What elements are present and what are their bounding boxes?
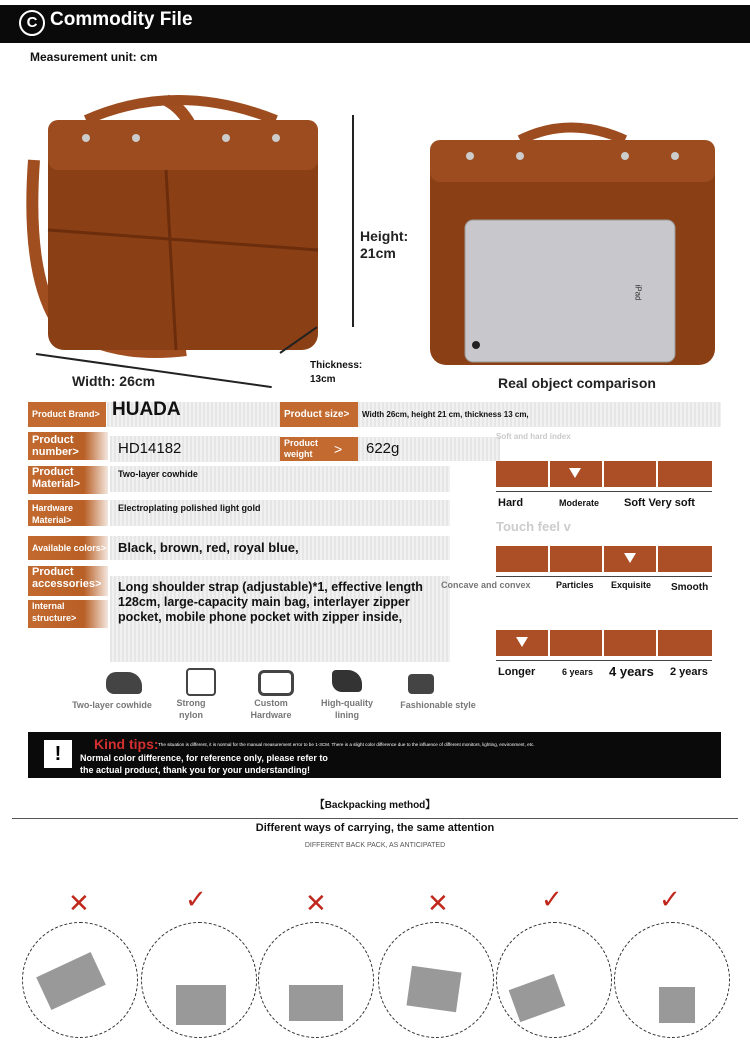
hardware-icon (258, 670, 294, 696)
handbag-icon (408, 674, 434, 694)
nylon-spool-icon (186, 668, 216, 696)
carry-mark-5: ✓ (541, 884, 563, 914)
touch-particles: Particles (556, 580, 594, 590)
tips-detail: The situation is different, it is normal for the manual measurement error to be 1-3CM. There is a slight color difference due to the influence of different monitors, lighting, environment, etc. (158, 742, 535, 747)
carry-mark-2: ✓ (185, 884, 207, 914)
bag-photo-left (26, 90, 356, 380)
width-label: Width: 26cm (72, 373, 156, 389)
weight-value: 622g (358, 437, 500, 461)
height-label: Height: (360, 228, 409, 244)
copyright-icon: C (19, 10, 45, 36)
carry-illustration-1 (22, 922, 138, 1038)
page-title: Commodity File (50, 9, 193, 30)
warning-icon: ! (44, 740, 72, 768)
bag-illustration (26, 90, 356, 380)
softness-scale (496, 461, 712, 487)
softness-baseline (496, 491, 712, 492)
feature-fashion: Fashionable style (400, 700, 476, 710)
weight-arrow: > (330, 437, 358, 461)
carry-illustration-6 (614, 922, 730, 1038)
life-6years: 6 years (562, 667, 594, 677)
lining-icon (332, 670, 362, 692)
section-title: 【Backpacking method】 (314, 800, 436, 811)
carry-mark-3: ✕ (305, 888, 327, 918)
tips-title: Kind tips: (94, 736, 159, 752)
section-divider (12, 818, 738, 819)
tips-line2: the actual product, thank you for your understanding! (80, 765, 311, 775)
touch-title: Touch feel v (496, 519, 571, 534)
tablet-label: iPad (633, 284, 643, 301)
brand-label: Product Brand> (28, 402, 106, 427)
structure-label: Internal structure> (28, 600, 108, 628)
feature-hardware: Custom Hardware (250, 698, 292, 720)
feature-cowhide: Two-layer cowhide (72, 700, 152, 710)
carry-mark-6: ✓ (659, 884, 681, 914)
touch-smooth: Smooth (671, 582, 709, 593)
height-line (352, 115, 354, 327)
carry-mark-1: ✕ (68, 888, 90, 918)
softness-title: Soft and hard index (496, 432, 571, 441)
material-value: Two-layer cowhide (110, 466, 450, 492)
colors-label: Available colors> (28, 536, 108, 560)
accessories-value: Long shoulder strap (adjustable)*1, effective length 128cm, large-capacity main bag, interlayer zipper pocket, mobile phone pocket with zipper inside, (110, 576, 450, 662)
life-scale (496, 630, 712, 656)
touch-exquisite: Exquisite (611, 580, 652, 590)
number-label: Product number> (28, 432, 108, 460)
height-value: 21cm (360, 245, 396, 261)
thickness-value: 13cm (310, 374, 336, 385)
softness-hard: Hard (498, 497, 524, 509)
touch-marker (624, 553, 636, 563)
carry-illustration-2 (141, 922, 257, 1038)
touch-scale (496, 546, 712, 572)
carry-illustration-5 (496, 922, 612, 1038)
tips-line1: Normal color difference, for reference only, please refer to (80, 753, 328, 763)
bag-with-tablet (420, 120, 725, 370)
softness-marker (569, 468, 581, 478)
size-label: Product size> (280, 402, 358, 427)
life-longer: Longer (498, 666, 536, 678)
life-baseline (496, 660, 712, 661)
hardware-value: Electroplating polished light gold (110, 500, 450, 526)
cowhide-icon (106, 672, 142, 694)
carry-mark-4: ✕ (427, 888, 449, 918)
softness-soft: Soft Very soft (624, 497, 695, 509)
carry-illustration-3 (258, 922, 374, 1038)
number-value: HD14182 (110, 436, 280, 462)
touch-concave: Concave and convex (441, 580, 531, 590)
colors-value: Black, brown, red, royal blue, (110, 536, 450, 560)
carry-illustration-4 (378, 922, 494, 1038)
material-label: Product Material> (28, 466, 108, 494)
section-caption: DIFFERENT BACK PACK, AS ANTICIPATED (304, 842, 446, 849)
hardware-label: Hardware Material> (28, 500, 108, 526)
life-marker (516, 637, 528, 647)
feature-lining: High-quality lining (321, 698, 373, 720)
brand-value: HUADA (107, 402, 280, 427)
life-4years: 4 years (609, 664, 654, 679)
weight-label: Product weight (280, 437, 330, 461)
bag-photo-right (420, 120, 725, 370)
feature-nylon: Strong nylon (176, 698, 206, 720)
thickness-label: Thickness: (310, 360, 363, 371)
life-2years: 2 years (670, 666, 708, 678)
accessories-label: Product accessories> (28, 566, 108, 596)
touch-baseline (496, 576, 712, 577)
measurement-unit: Measurement unit: cm (30, 50, 158, 64)
section-subtitle: Different ways of carrying, the same attention (255, 822, 495, 834)
size-value: Width 26cm, height 21 cm, thickness 13 cm, (358, 402, 721, 427)
softness-moderate: Moderate (559, 498, 600, 508)
comparison-label: Real object comparison (498, 375, 656, 391)
